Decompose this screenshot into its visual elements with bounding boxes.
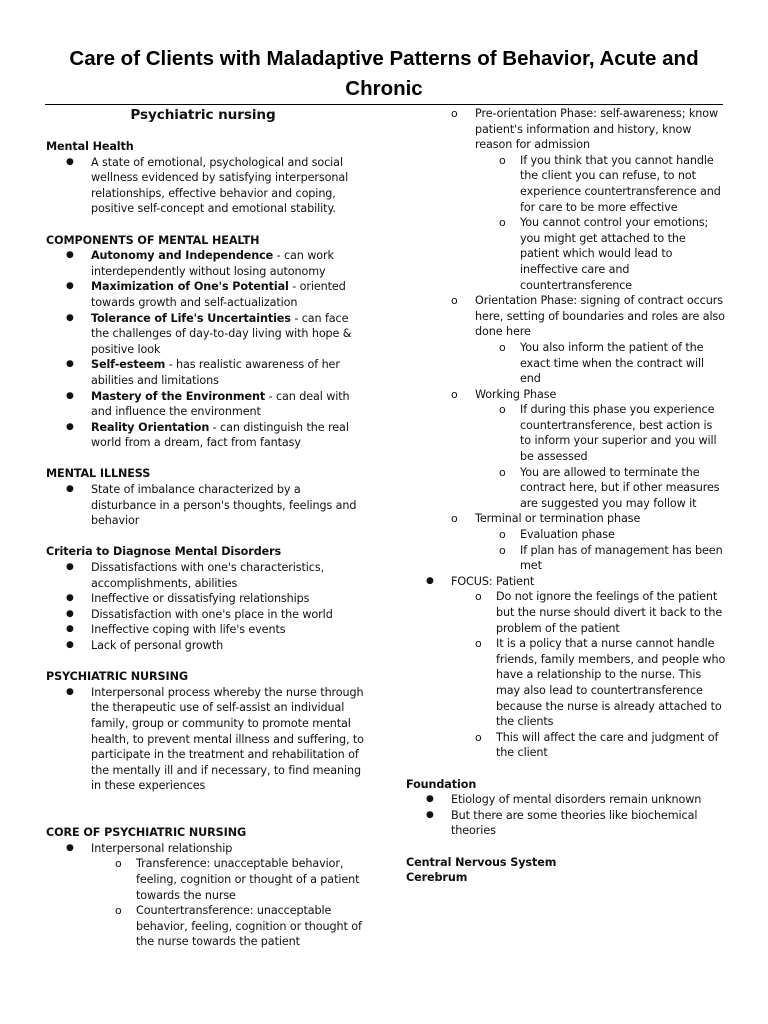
phase-sublist — [475, 340, 726, 387]
sub-list-item: o Transference: unacceptable behavior, feeling, cognition or thought of a patient towards the nurse — [91, 856, 364, 903]
left-column — [46, 106, 364, 950]
term-description: - can deal with and influence the environment — [91, 389, 350, 419]
list-item — [46, 279, 364, 310]
phase-sublist — [475, 153, 726, 293]
list-item: ● Ineffective or dissatisfying relationships — [46, 591, 364, 607]
list-item: ● Ineffective coping with life's events — [46, 622, 364, 638]
sub-list-item: o It is a policy that a nurse cannot handle friends, family members, and people who have a relationship to the nurse. This may also lead to countertransference because the nurse is already attached to the clients — [451, 636, 726, 730]
term-description: - can work interdependently without losing autonomy — [91, 249, 334, 278]
list-item: ● Dissatisfactions with one's characteristics, accomplishments, abilities — [46, 560, 364, 591]
focus-label: FOCUS: Patient — [451, 574, 535, 588]
core-heading: CORE OF PSYCHIATRIC NURSING — [46, 826, 247, 840]
term: Tolerance of Life's Uncertainties — [91, 311, 291, 325]
term: Autonomy and Independence — [91, 249, 274, 263]
phase-text: Orientation Phase: signing of contract occurs here, setting of boundaries and roles are also done here — [475, 294, 725, 339]
list-item — [46, 248, 364, 279]
focus-sublist — [451, 589, 726, 761]
core-sublist — [91, 856, 364, 950]
phases-list — [406, 106, 726, 574]
cerebrum-heading: Cerebrum — [406, 871, 468, 885]
list-item: ● Dissatisfaction with one's place in the world — [46, 607, 364, 623]
criteria-list — [46, 560, 364, 654]
components-list — [46, 248, 364, 451]
mental-health-heading: Mental Health — [46, 140, 134, 153]
core-list — [46, 841, 364, 950]
list-item — [46, 389, 364, 420]
term: Maximization of One's Potential — [91, 280, 289, 294]
phase-item — [406, 387, 726, 512]
list-item: ● A state of emotional, psychological and social wellness evidenced by satisfying interpersonal relationships, effective behavior and coping, positive self-concept and emotional stability. — [46, 155, 364, 217]
list-item — [406, 574, 726, 761]
section-title: Psychiatric nursing — [130, 107, 276, 123]
criteria-heading: Criteria to Diagnose Mental Disorders — [46, 545, 282, 559]
phase-text: Pre-orientation Phase: self-awareness; know patient's information and history, know reason for admission — [475, 107, 719, 152]
term: Mastery of the Environment — [91, 389, 266, 403]
sub-list-item: o Countertransference: unacceptable behavior, feeling, cognition or thought of the nurse towards the patient — [91, 903, 364, 950]
list-item — [46, 420, 364, 451]
page-title: Care of Clients with Maladaptive Patterns of Behavior, Acute and Chronic — [69, 47, 699, 100]
sub-list-item: o If during this phase you experience countertransference, best action is to inform your superior and you will be assessed — [475, 402, 726, 464]
foundation-heading: Foundation — [406, 777, 477, 791]
list-item — [46, 357, 364, 388]
term: Self-esteem — [91, 358, 166, 372]
sub-list-item: o If you think that you cannot handle the client you can refuse, to not experience countertransference and for care to be more effective — [475, 153, 726, 215]
mental-health-list — [46, 155, 364, 217]
sub-list-item: o Evaluation phase — [475, 527, 726, 543]
sub-list-item: o This will affect the care and judgment of the client — [451, 730, 726, 761]
phase-item — [406, 293, 726, 387]
sub-list-item: o You cannot control your emotions; you might get attached to the patient which would lead to ineffective care and countertransference — [475, 215, 726, 293]
list-item-text: Interpersonal relationship — [91, 841, 233, 855]
list-item: ● Etiology of mental disorders remain unknown — [406, 792, 726, 808]
list-item: ● But there are some theories like biochemical theories — [406, 808, 726, 839]
list-item: ● State of imbalance characterized by a disturbance in a person's thoughts, feelings and behavior — [46, 482, 364, 529]
phase-text: Terminal or termination phase — [475, 512, 641, 526]
psychiatric-nursing-heading: PSYCHIATRIC NURSING — [46, 670, 188, 684]
list-item — [46, 311, 364, 358]
right-column — [406, 106, 726, 886]
components-heading: COMPONENTS OF MENTAL HEALTH — [46, 233, 260, 247]
phase-item — [406, 106, 726, 293]
phase-sublist — [475, 402, 726, 511]
sub-list-item: o You also inform the patient of the exact time when the contract will end — [475, 340, 726, 387]
mental-illness-list — [46, 482, 364, 529]
psychiatric-nursing-list — [46, 685, 364, 794]
foundation-list — [406, 792, 726, 839]
cns-heading: Central Nervous System — [406, 855, 557, 869]
sub-list-item: o If plan has of management has been met — [475, 543, 726, 574]
mental-illness-heading: MENTAL ILLNESS — [46, 467, 151, 481]
term: Reality Orientation — [91, 420, 210, 434]
focus-list — [406, 574, 726, 761]
sub-list-item: o Do not ignore the feelings of the patient but the nurse should divert it back to the problem of the patient — [451, 589, 726, 636]
title-divider — [45, 104, 723, 105]
term-description: - can face the challenges of day-to-day living with hope & positive look — [91, 311, 352, 356]
phase-text: Working Phase — [475, 387, 557, 401]
phase-sublist — [475, 527, 726, 574]
term-description: - has realistic awareness of her abilities and limitations — [91, 358, 340, 387]
list-item: ● Interpersonal process whereby the nurse through the therapeutic use of self-assist an individual family, group or community to promote mental health, to prevent mental illness and suffering, to participate in the treatment and rehabilitation of the mentally ill and if necessary, to find meaning in these experiences — [46, 685, 364, 794]
sub-list-item: o You are allowed to terminate the contract here, but if other measures are suggested you may follow it — [475, 465, 726, 512]
list-item: ● Lack of personal growth — [46, 638, 364, 654]
phase-item — [406, 511, 726, 573]
term-description: - can distinguish the real world from a dream, fact from fantasy — [91, 420, 349, 450]
list-item — [46, 841, 364, 950]
term-description: - oriented towards growth and self-actualization — [91, 280, 346, 309]
